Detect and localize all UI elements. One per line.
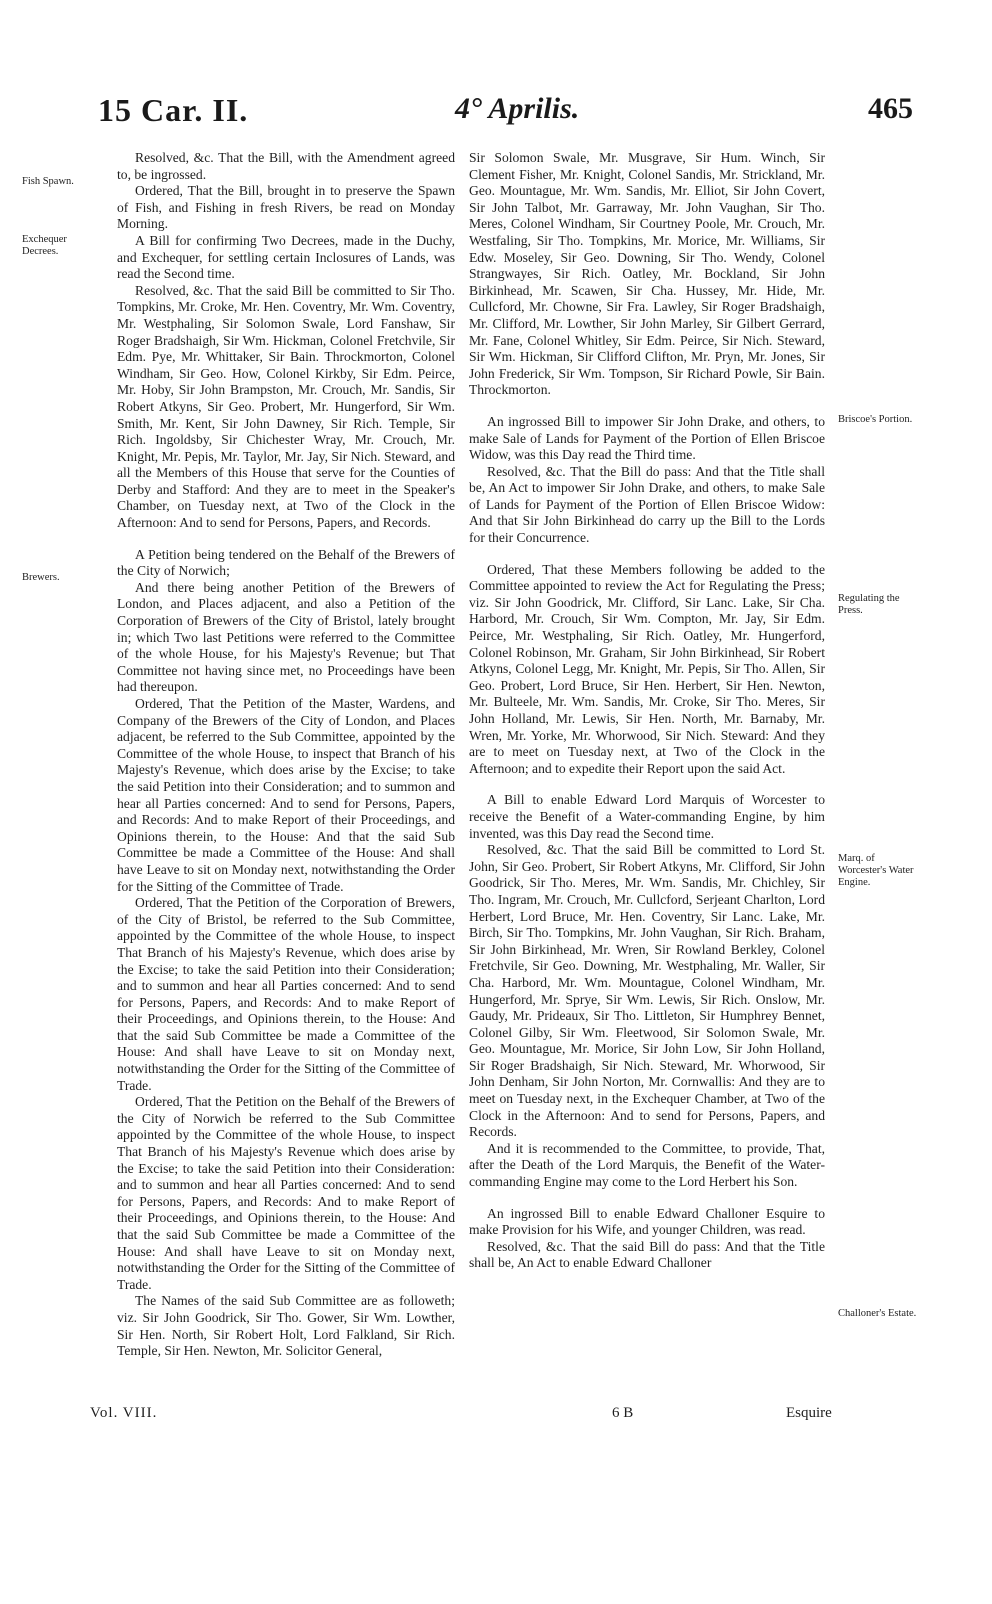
paragraph: A Bill to enable Edward Lord Marquis of Worcester to receive the Benefit of a Water-commanding Engine, by him invented, was this Day read the Second time.	[469, 792, 825, 841]
paragraph: Sir Solomon Swale, Mr. Musgrave, Sir Hum. Winch, Sir Clement Fisher, Mr. Knight, Colonel Sandis, Mr. Strickland, Mr. Geo. Mountague, Mr. Wm. Sandis, Mr. Elliot, Sir John Covert, Sir John Talbot, Mr. Garraway, Mr. John Vaughan, Sir Tho. Meres, Colonel Windham, Sir Courtney Poole, Mr. Crouch, Mr. Westfaling, Sir Tho. Tompkins, Mr. Morice, Mr. Williams, Sir Edw. Moseley, Sir Geo. Downing, Sir Tho. Wendy, Colonel Strangwayes, Sir Rich. Oatley, Mr. Bockland, Sir John Birkinhead, Mr. Scawen, Sir Cha. Hussey, Mr. Hide, Mr. Cullcford, Mr. Chowne, Sir Fra. Lawley, Sir Roger Bradshaigh, Mr. Clifford, Mr. Lowther, Sir John Marley, Sir Gilbert Gerrard, Mr. Fane, Colonel Whitley, Sir Edm. Peirce, Sir Nich. Steward, Sir Wm. Hickman, Sir Clifford Clifton, Mr. Pryn, Mr. Jones, Sir John Frederick, Sir Wm. Tompson, Sir Richard Powle, Sir Bain. Throckmorton.	[469, 150, 825, 398]
margin-note-marquis-worcester: Marq. of Worcester's Water Engine.	[838, 853, 914, 888]
margin-note-brewers: Brewers.	[22, 572, 60, 583]
paragraph: Resolved, &c. That the said Bill be committed to Lord St. John, Sir Geo. Probert, Sir Robert Atkyns, Mr. Clifford, Sir John Goodrick, Sir Tho. Meres, Mr. Wm. Sandis, Mr. Chichley, Sir Tho. Ingram, Mr. Crouch, Mr. Cullcford, Serjeant Charlton, Lord Herbert, Lord Bruce, Mr. Hen. Coventry, Sir Lanc. Lake, Mr. Birch, Sir Tho. Tompkins, Mr. John Vaughan, Sir Rich. Braham, Sir John Birkinhead, Mr. Wren, Sir Rowland Berkley, Colonel Fretchvile, Sir Geo. Downing, Mr. Westphaling, Mr. Waller, Sir Cha. Harbord, Mr. Wm. Mountague, Colonel Windham, Mr. Hungerford, Mr. Sprye, Sir Wm. Lewis, Sir Rich. Onslow, Mr. Gaudy, Mr. Prideaux, Sir Tho. Littleton, Sir Humphrey Bennet, Colonel Gilby, Sir Wm. Fleetwood, Sir Solomon Swale, Mr. Geo. Mountague, Mr. Morice, Sir John Low, Sir John Holland, Sir Roger Bradshaigh, Sir Nich. Steward, Mr. Whorwood, Sir John Denham, Sir John Norton, Mr. Cornwallis: And they are to meet on Tuesday next, in the Exchequer Chamber, at Two of the Clock in the Afternoon: And to send for Persons, Papers, and Records.	[469, 842, 825, 1140]
paragraph: Resolved, &c. That the Bill do pass: And that the Title shall be, An Act to impower Sir John Drake, and others, to make Sale of Lands for Payment of the Portion of Ellen Briscoe Widow: And that Sir John Birkinhead do carry up the Bill to the Lords for their Concurrence.	[469, 463, 825, 546]
running-head-date: 4° Aprilis.	[455, 92, 580, 125]
paragraph: An ingrossed Bill to enable Edward Challoner Esquire to make Provision for his Wife, and younger Children, was read.	[469, 1205, 825, 1238]
paragraph: Resolved, &c. That the said Bill be committed to Sir Tho. Tompkins, Mr. Croke, Mr. Hen. Coventry, Mr. Wm. Coventry, Mr. Westphaling, Sir Solomon Swale, Lord Fanshaw, Sir Roger Bradshaigh, Sir Wm. Hickman, Colonel Fretchvile, Sir Edm. Pye, Mr. Whittaker, Sir Bain. Throckmorton, Colonel Windham, Sir Geo. How, Colonel Kirkby, Sir Edm. Peirce, Mr. Hoby, Sir John Brampston, Mr. Crouch, Mr. Sandis, Sir Robert Atkyns, Sir Geo. Probert, Mr. Hungerford, Sir Wm. Smith, Mr. Kent, Sir John Dawney, Sir Rich. Temple, Sir Rich. Ingoldsby, Sir Chichester Wray, Mr. Crouch, Mr. Knight, Mr. Pepis, Mr. Taylor, Mr. Jay, Sir Nich. Steward, and all the Members of this House that serve for the Counties of Derby and Stafford: And they are to meet in the Speaker's Chamber, on Tuesday next, at Two of the Clock in the Afternoon: And to send for Persons, Papers, and Records.	[117, 282, 455, 531]
running-head-regnal-year: 15 Car. II.	[98, 92, 249, 128]
margin-note-exchequer-decrees: Exchequer Decrees.	[22, 234, 67, 257]
margin-note-regulating-press: Regulating the Press.	[838, 593, 900, 616]
paragraph: Resolved, &c. That the Bill, with the Amendment agreed to, be ingrossed.	[117, 150, 455, 182]
paragraph: A Bill for confirming Two Decrees, made in the Duchy, and Exchequer, for settling certain Inclosures of Lands, was read the Second time.	[117, 232, 455, 282]
left-column	[117, 150, 455, 1360]
paragraph: An ingrossed Bill to impower Sir John Drake, and others, to make Sale of Lands for Payment of the Portion of Ellen Briscoe Widow, was this Day read the Third time.	[469, 413, 825, 463]
page-number: 465	[868, 92, 913, 125]
volume-number: Vol. VIII.	[90, 1405, 158, 1421]
paragraph: And there being another Petition of the Brewers of London, and Places adjacent, and also a Petition of the Corporation of Brewers of the City of Bristol, lately brought in; which Two last Petitions were referred to the Committee of the whole House, for his Majesty's Revenue; but That Committee not having since met, no Proceedings have been had thereupon.	[117, 579, 455, 695]
margin-note-fish-spawn: Fish Spawn.	[22, 176, 74, 187]
catchword: Esquire	[786, 1405, 832, 1421]
paragraph: Ordered, That these Members following be added to the Committee appointed to review the Act for Regulating the Press; viz. Sir John Goodrick, Mr. Clifford, Sir Lanc. Lake, Sir Cha. Harbord, Mr. Crouch, Sir Wm. Compton, Mr. Jay, Sir Edm. Peirce, Mr. Westphaling, Sir Rich. Oatley, Mr. Hungerford, Colonel Robinson, Mr. Graham, Sir John Birkinhead, Sir Robert Atkyns, Colonel Legg, Mr. Knight, Mr. Pepis, Sir Tho. Allen, Sir Geo. Probert, Lord Bruce, Sir Hen. Herbert, Sir Hen. Newton, Mr. Bulteele, Mr. Wm. Sandis, Mr. Croke, Sir Tho. Meres, Sir John Holland, Mr. Lewis, Sir Hen. North, Mr. Barnaby, Mr. Wren, Mr. Yorke, Mr. Whorwood, Sir Nich. Steward: And they are to meet on Tuesday next, at Two of the Clock in the Afternoon; and to expedite their Report upon the said Act.	[469, 561, 825, 776]
paragraph: Ordered, That the Petition on the Behalf of the Brewers of the City of Norwich be referred to the Sub Committee appointed by the Committee of the whole House, to inspect That Branch of his Majesty's Revenue which does arise by the Excise; to take the said Petition into their Consideration: and to summon and hear all Parties concerned: And to send for Persons, Papers, and Records: And to make Report of their Proceedings, and Opinions therein, to the House: And that the said Sub Committee be made a Committee of the House: And shall have Leave to sit on Monday next, notwithstanding the Order for the Sitting of the Committee of Trade.	[117, 1094, 455, 1292]
paragraph: The Names of the said Sub Committee are as followeth; viz. Sir John Goodrick, Sir Tho. Gower, Sir Wm. Lowther, Sir Hen. North, Sir Robert Holt, Lord Falkland, Sir Rich. Temple, Sir Hen. Newton, Mr. Solicitor General,	[117, 1293, 455, 1359]
paragraph: Ordered, That the Petition of the Master, Wardens, and Company of the Brewers of the City of London, and Places adjacent, be referred to the Sub Committee, appointed by the Committee of the whole House, to inspect that Branch of his Majesty's Revenue, which does arise by the Excise; to take the said Petition into their Consideration; and to summon and hear all Parties concerned: And to send for Persons, Papers, and Records: And to make Report of their Proceedings, and Opinions therein, to the House: And that the said Sub Committee be made a Committee of the House: And shall have Leave to sit on Monday next, notwithstanding the Order for the Sitting of the Committee of Trade.	[117, 696, 455, 894]
paragraph: Resolved, &c. That the said Bill do pass: And that the Title shall be, An Act to enable Edward Challoner	[469, 1238, 825, 1271]
paragraph: Ordered, That the Bill, brought in to preserve the Spawn of Fish, and Fishing in fresh Rivers, be read on Monday Morning.	[117, 183, 455, 232]
margin-note-challoners-estate: Challoner's Estate.	[838, 1308, 917, 1319]
paragraph: Ordered, That the Petition of the Corporation of Brewers, of the City of Bristol, be referred to the Sub Committee, appointed by the Committee of the whole House, to inspect That Branch of his Majesty's Revenue, which does arise by the Excise; to take the said Petition into their Consideration; and to summon and hear all Parties concerned: And to send for Persons, Papers, and Records: And to make Report of their Proceedings, and Opinions therein, to the House: And that the said Sub Committee be made a Committee of the House: And shall have Leave to sit on Monday next, notwithstanding the Order for the Sitting of the Committee of Trade.	[117, 895, 455, 1093]
right-column	[469, 150, 825, 1272]
signature-mark: 6 B	[612, 1405, 634, 1421]
paragraph: A Petition being tendered on the Behalf of the Brewers of the City of Norwich;	[117, 546, 455, 579]
margin-note-briscoes-portion: Briscoe's Portion.	[838, 414, 913, 425]
paragraph: And it is recommended to the Committee, to provide, That, after the Death of the Lord Marquis, the Benefit of the Water-commanding Engine may come to the Lord Herbert his Son.	[469, 1140, 825, 1190]
